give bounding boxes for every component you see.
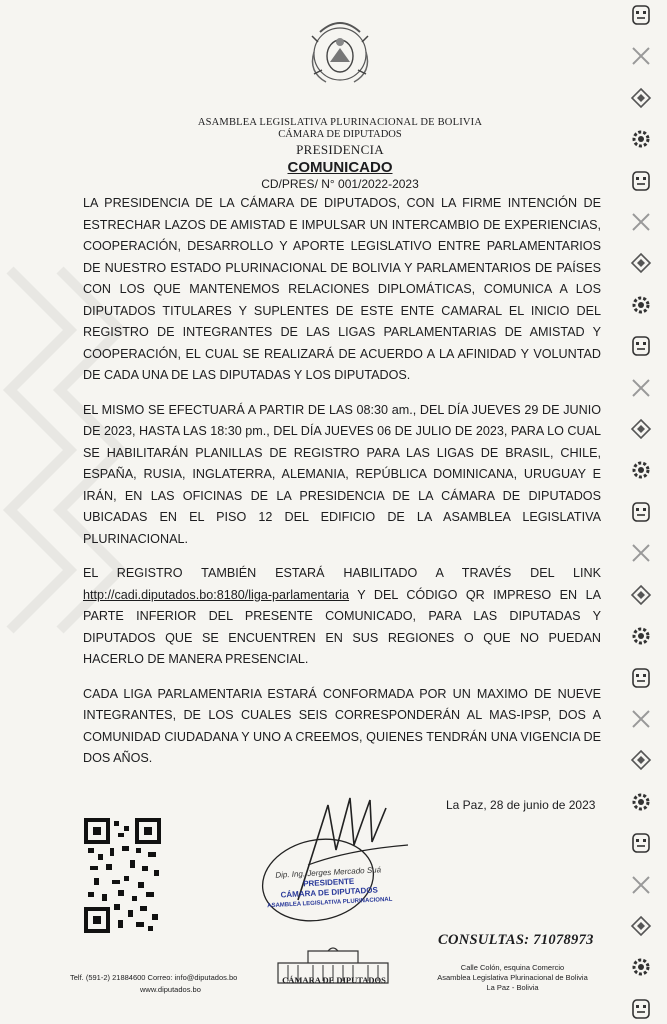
document-title: COMUNICADO [287, 159, 393, 176]
registration-link[interactable]: http://cadi.diputados.bo:8180/liga-parlamentaria [83, 587, 350, 602]
legislative-building-icon [268, 936, 398, 994]
address-line-1: Calle Colón, esquina Comercio [460, 963, 565, 972]
mask-icon [630, 998, 652, 1020]
mask-icon [630, 170, 652, 192]
gear-icon [630, 128, 652, 150]
address-line-3: La Paz - Bolivia [486, 983, 539, 992]
chakana-icon [630, 211, 652, 233]
chakana-icon [630, 45, 652, 67]
chakana-icon [630, 377, 652, 399]
communique-body [83, 193, 601, 783]
footer-chamber-label: CÁMARA DE DIPUTADOS [282, 975, 386, 985]
contact-website: www.diputados.bo [140, 985, 201, 994]
paragraph-2: EL MISMO SE EFECTUARÁ A PARTIR DE LAS 08:30 am., DEL DÍA JUEVES 29 DE JUNIO DE 2023, HASTA LAS 18:30 pm., DEL DÍA JUEVES 06 DE JULIO DE 2023, PARA LO CUAL SE HABILITARÁN PLANILLAS DE REGISTRO PARA LAS LIGAS DE BRASIL, CHILE, ESPAÑA, RUSIA, INGLATERRA, ALEMANIA, REPÚBLICA DOMINICANA, URUGUAY E IRÁN, EN LAS OFICINAS DE LA PRESIDENCIA DE LA CÁMARA DE DIPUTADOS UBICADAS EN EL PISO 12 DEL EDIFICIO DE LA ASAMBLEA LEGISLATIVA PLURINACIONAL. [83, 402, 601, 546]
andean-border-pattern [615, 0, 667, 1024]
gear-icon [630, 625, 652, 647]
gear-icon [630, 791, 652, 813]
paragraph-3 [83, 563, 601, 671]
mask-icon [630, 832, 652, 854]
chakana-icon [630, 542, 652, 564]
diamond-icon [630, 915, 652, 937]
paragraph-3-tail: Y DEL CÓDIGO QR IMPRESO EN LA PARTE INFERIOR DEL PRESENTE COMUNICADO, PARA LAS DIPUTADAS Y DIPUTADOS QUE SE ENCUENTREN EN SUS REGIONES O QUE NO PUEDAN HACERLO DE MANERA PRESENCIAL. [83, 587, 601, 666]
national-seal-icon [300, 12, 380, 92]
assembly-name: ASAMBLEA LEGISLATIVA PLURINACIONAL DE BOLIVIA [197, 117, 483, 128]
qr-code-icon[interactable] [84, 818, 161, 933]
gear-icon [630, 459, 652, 481]
document-header [150, 12, 530, 191]
stamp-org-2: ASAMBLEA LEGISLATIVA PLURINACIONAL [267, 896, 393, 910]
footer-address [420, 963, 605, 993]
stamp-org: CÁMARA DE DIPUTADOS [280, 885, 379, 900]
chamber-name: CÁMARA DE DIPUTADOS [278, 129, 402, 140]
document-date: La Paz, 28 de junio de 2023 [446, 798, 596, 812]
reference-number: CD/PRES/ N° 001/2022-2023 [261, 177, 419, 191]
mask-icon [630, 4, 652, 26]
mask-icon [630, 667, 652, 689]
diamond-icon [630, 418, 652, 440]
mask-icon [630, 501, 652, 523]
office-name: PRESIDENCIA [296, 142, 384, 157]
chakana-icon [630, 708, 652, 730]
stamp-signer-name: Dip. Ing. Jerges Mercado Suá [275, 865, 382, 880]
footer-contact [70, 972, 237, 996]
paragraph-1: LA PRESIDENCIA DE LA CÁMARA DE DIPUTADOS, CON LA FIRME INTENCIÓN DE ESTRECHAR LAZOS DE AMISTAD E IMPULSAR UN INTERCAMBIO DE EXPERIENCIAS, COOPERACIÓN, DESARROLLO Y APORTE LEGISLATIVO ENTRE PARLAMENTARIOS DE NUESTRO ESTADO PLURINACIONAL DE BOLIVIA Y PARLAMENTARIOS DE PAÍSES CON LOS QUE MANTENEMOS RELACIONES DIPLOMÁTICAS, COMUNICA A LOS DIPUTADOS TITULARES Y SUPLENTES DE ESTE ENTE CAMARAL EL INICIO DEL REGISTRO DE INTEGRANTES DE LAS LIGAS PARLAMENTARIAS DE AMISTAD Y COOPERACIÓN, EL CUAL SE REALIZARÁ DE ACUERDO A LA AFINIDAD Y VOLUNTAD DE CADA UNA DE LAS DIPUTADAS Y LOS DIPUTADOS. [83, 196, 601, 382]
stamp-role: PRESIDENTE [302, 876, 355, 889]
diamond-icon [630, 252, 652, 274]
diamond-icon [630, 584, 652, 606]
diamond-icon [630, 749, 652, 771]
paragraph-4: CADA LIGA PARLAMENTARIA ESTARÁ CONFORMADA POR UN MAXIMO DE NUEVE INTEGRANTES, DE LOS CUALES SEIS CORRESPONDERÁN AL MAS-IPSP, DOS A COMUNIDAD CIUDADANA Y UNO A CREEMOS, QUIENES TENDRÁN UNA VIGENCIA DE DOS AÑOS. [83, 686, 601, 765]
address-line-2: Asamblea Legislativa Plurinacional de Bolivia [437, 973, 588, 982]
diamond-icon [630, 87, 652, 109]
chakana-icon [630, 874, 652, 896]
consultas-phone: CONSULTAS: 71078973 [438, 932, 594, 948]
contact-phone-email: Telf. (591-2) 21884600 Correo: info@diputados.bo [70, 973, 238, 982]
official-stamp [263, 865, 395, 912]
paragraph-3-lead: EL REGISTRO TAMBIÉN ESTARÁ HABILITADO A TRAVÉS DEL LINK [83, 566, 601, 580]
gear-icon [630, 294, 652, 316]
mask-icon [630, 335, 652, 357]
gear-icon [630, 956, 652, 978]
